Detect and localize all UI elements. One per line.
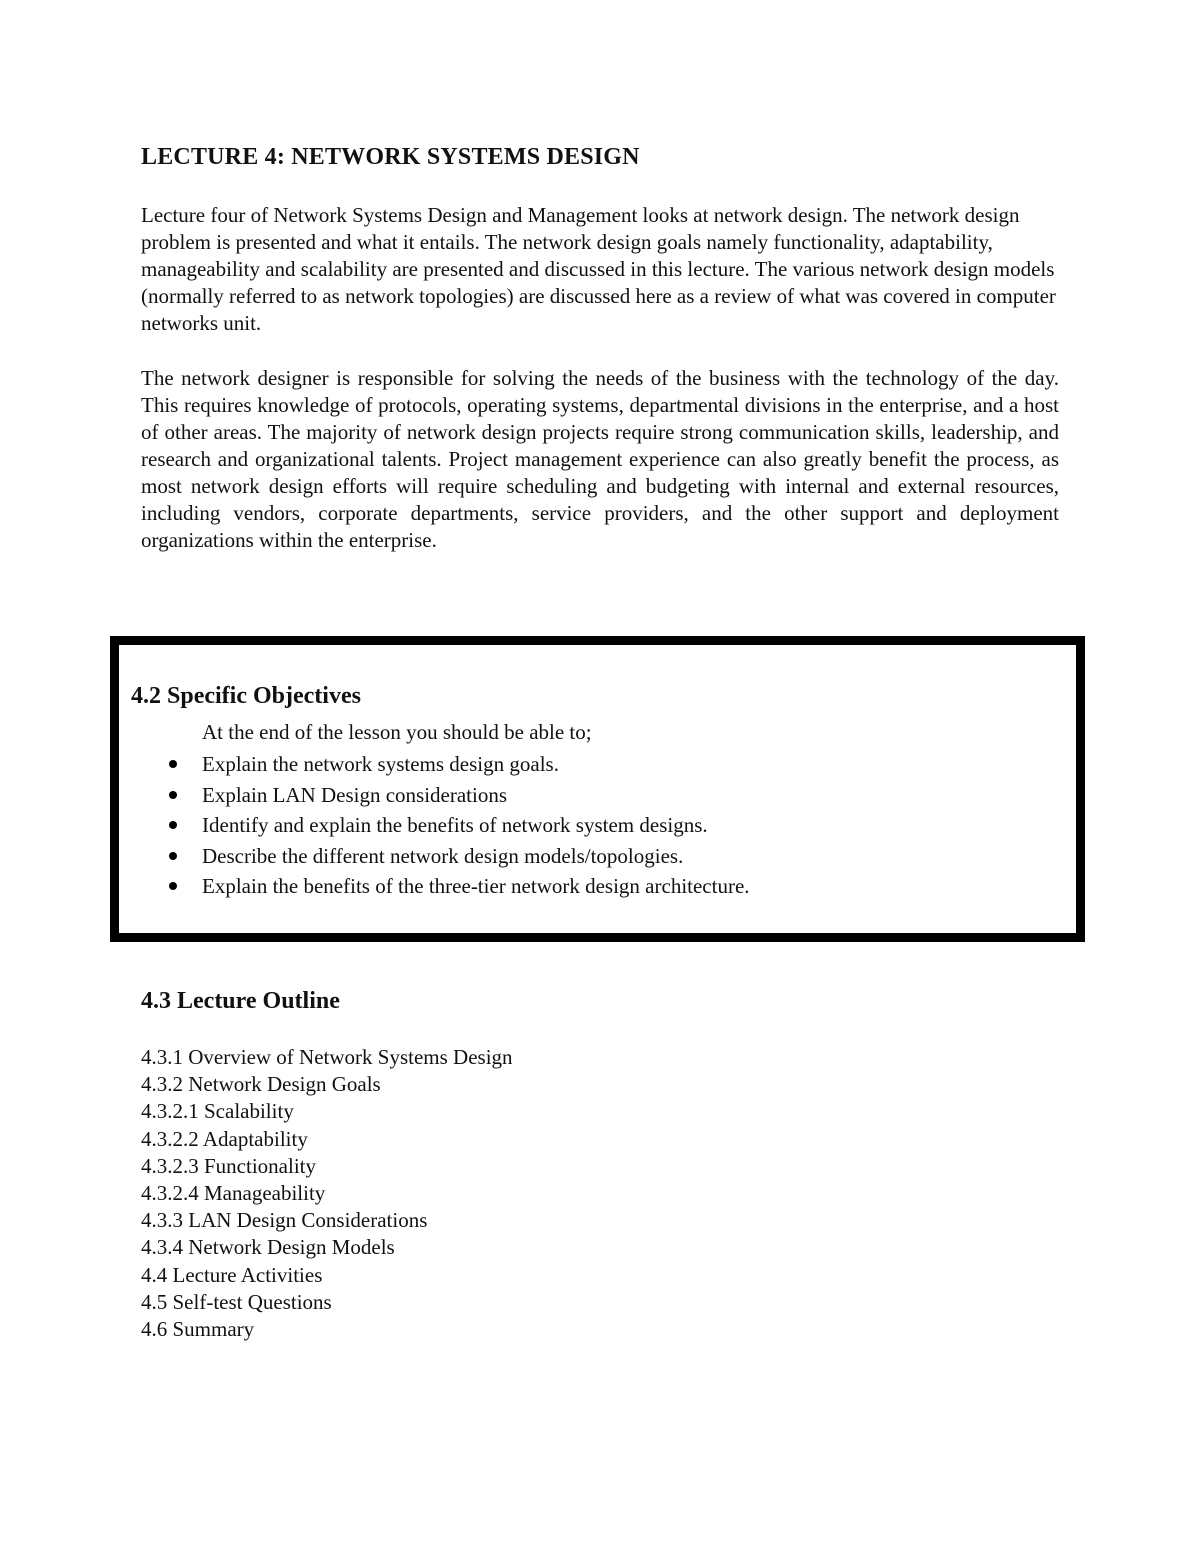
outline-item: 4.3.2 Network Design Goals <box>141 1072 381 1097</box>
outline-item: 4.3.1 Overview of Network Systems Design <box>141 1045 513 1069</box>
outline-item: 4.4 Lecture Activities <box>141 1262 323 1287</box>
objective-item <box>167 841 750 872</box>
objectives-intro: At the end of the lesson you should be able to; <box>202 720 592 744</box>
outline-item: 4.5 Self-test Questions <box>141 1289 332 1314</box>
intro-paragraph: Lecture four of Network Systems Design and Management looks at network design. The network design problem is presented and what it entails. The network design goals namely functionality, adaptability, manageability and scalability are presented and discussed in this lecture. The various network design models (normally referred to as network topologies) are discussed here as a review of what was covered in computer networks unit. <box>141 203 1056 335</box>
objective-item <box>167 810 750 841</box>
objectives-box <box>110 636 1085 942</box>
objective-item <box>167 871 750 902</box>
outline-item: 4.3.2.3 Functionality <box>141 1153 316 1178</box>
outline-item: 4.3.2.4 Manageability <box>141 1180 326 1205</box>
objectives-heading: 4.2 Specific Objectives <box>131 683 361 709</box>
objective-text: Explain the network systems design goals. <box>202 752 559 776</box>
bullet-icon <box>169 791 177 799</box>
objective-text: Explain LAN Design considerations <box>202 782 508 807</box>
outline-list <box>141 1044 513 1343</box>
outline-item: 4.3.3 LAN Design Considerations <box>141 1208 428 1233</box>
outline-item: 4.6 Summary <box>141 1316 255 1341</box>
outline-item: 4.3.2.2 Adaptability <box>141 1126 308 1151</box>
bullet-icon <box>169 852 177 860</box>
lecture-title: LECTURE 4: NETWORK SYSTEMS DESIGN <box>141 144 640 170</box>
objective-text: Identify and explain the benefits of network system designs. <box>202 813 708 838</box>
objectives-list <box>167 749 750 902</box>
objective-text: Describe the different network design models/topologies. <box>202 843 684 868</box>
bullet-icon <box>169 760 177 768</box>
bullet-icon <box>169 882 177 890</box>
outline-heading: 4.3 Lecture Outline <box>141 988 340 1014</box>
network-designer-paragraph: The network designer is responsible for solving the needs of the business with the technology of the day. This requires knowledge of protocols, operating systems, departmental divisions in the enterprise, and a host of other areas. The majority of network design projects require strong communication skills, leadership, and research and organizational talents. Project management experience can also greatly benefit the process, as most network design efforts will require scheduling and budgeting with internal and external resources, including vendors, corporate departments, service providers, and the other support and deployment organizations within the enterprise. <box>141 366 1059 552</box>
objective-item <box>167 749 750 780</box>
objective-text: Explain the benefits of the three-tier network design architecture. <box>202 874 750 899</box>
objective-item <box>167 780 750 811</box>
outline-item: 4.3.4 Network Design Models <box>141 1235 395 1260</box>
outline-item: 4.3.2.1 Scalability <box>141 1099 294 1124</box>
bullet-icon <box>169 821 177 829</box>
